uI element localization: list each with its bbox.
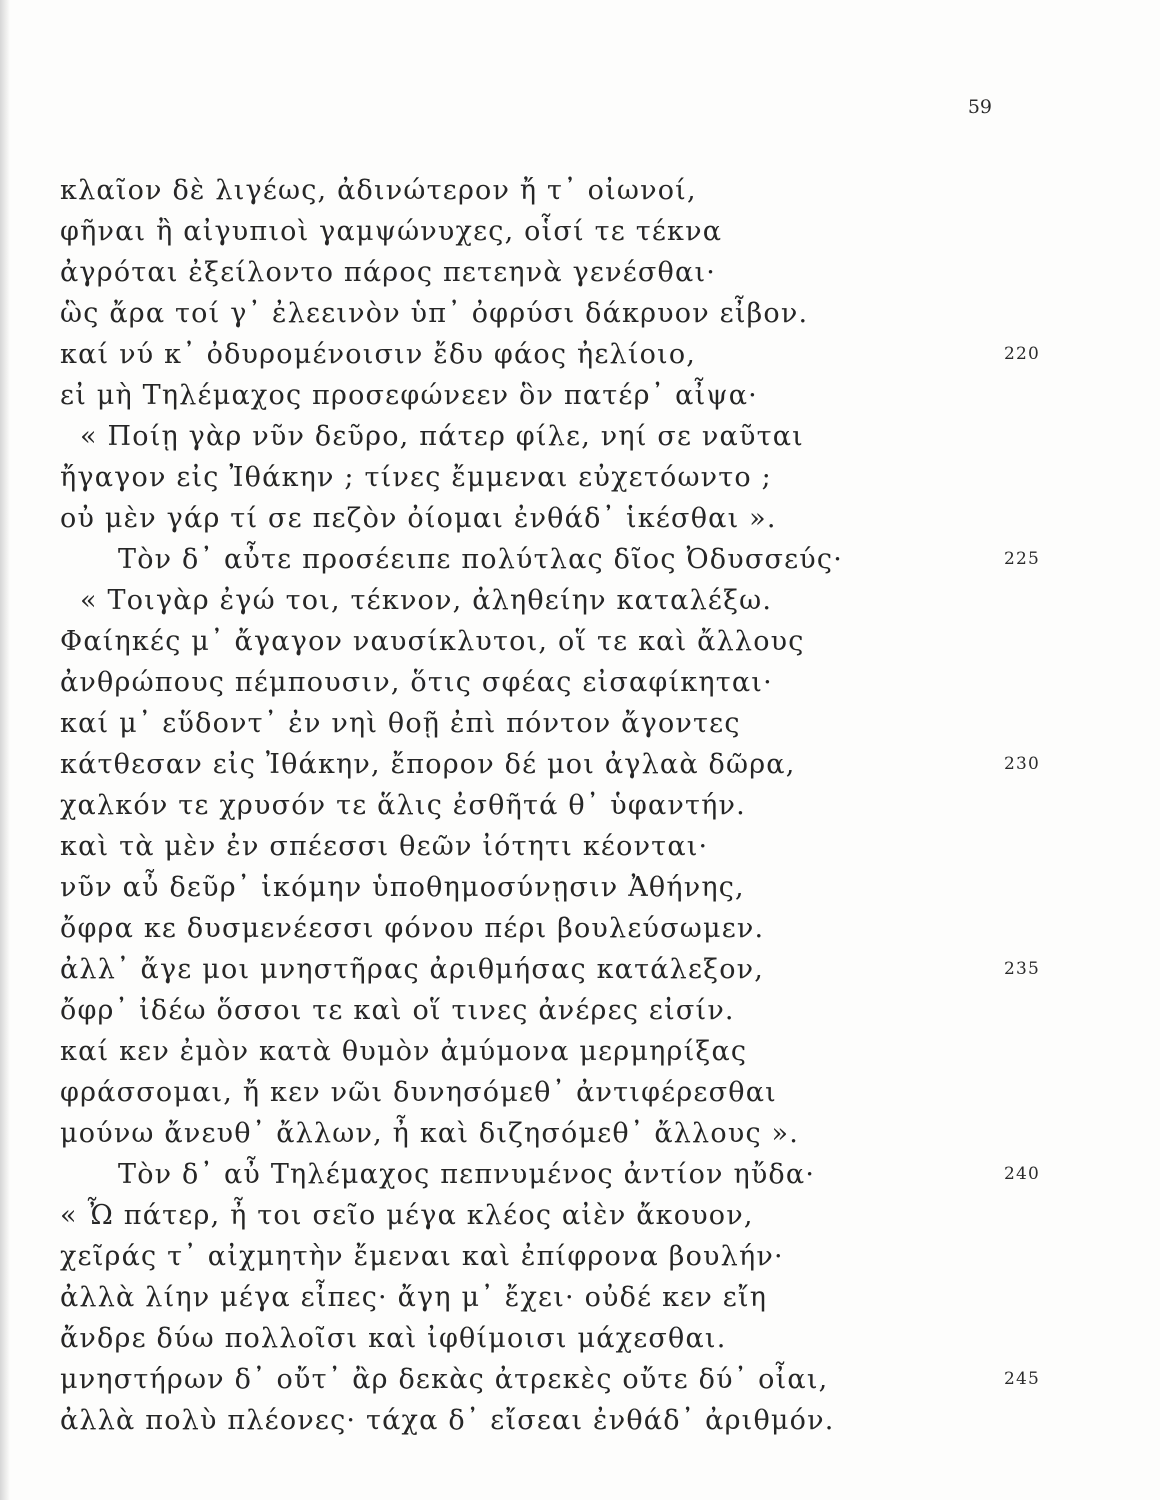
verse-line (60, 990, 940, 1031)
verse-line (60, 498, 940, 539)
verse-line (60, 1277, 940, 1318)
verse-line (60, 1113, 940, 1154)
verse-text: Φαίηκές μ᾽ ἄγαγον ναυσίκλυτοι, οἵ τε καὶ ἄλλους (60, 626, 805, 657)
verse-text: ἀλλὰ λίην μέγα εἶπες· ἄγη μ᾽ ἔχει· οὐδέ κεν εἴη (60, 1282, 768, 1313)
verse-line (60, 1154, 1041, 1195)
verse-text: κάτθεσαν εἰς Ἰθάκην, ἔπορον δέ μοι ἀγλαὰ δῶρα, (60, 749, 796, 780)
line-number: 235 (1004, 959, 1041, 979)
verse-text: ἄνδρε δύω πολλοῖσι καὶ ἰφθίμοισι μάχεσθαι. (60, 1323, 727, 1354)
verse-text: ἀλλ᾽ ἄγε μοι μνηστῆρας ἀριθμήσας κατάλεξον, (60, 954, 765, 985)
page-number: 59 (967, 96, 992, 118)
verse-line (60, 703, 940, 744)
verse-text: καὶ τὰ μὲν ἐν σπέεσσι θεῶν ἰότητι κέονται· (60, 831, 709, 862)
verse-line (60, 293, 940, 334)
verse-line (60, 252, 940, 293)
verse-line (60, 908, 940, 949)
verse-line (60, 867, 940, 908)
verse-text: ἀνθρώπους πέμπουσιν, ὅτις σφέας εἰσαφίκηται· (60, 667, 773, 698)
verse-line (60, 1318, 940, 1359)
verse-text: καί νύ κ᾽ ὀδυρομένοισιν ἔδυ φάος ἠελίοιο, (60, 339, 697, 370)
verse-text: φῆναι ἢ αἰγυπιοὶ γαμψώνυχες, οἷσί τε τέκνα (60, 216, 723, 247)
verse-line (60, 662, 940, 703)
verse-line (60, 621, 940, 662)
verse-text: εἰ μὴ Τηλέμαχος προσεφώνεεν ὃν πατέρ᾽ αἶψα· (60, 380, 758, 411)
verse-text: μούνω ἄνευθ᾽ ἄλλων, ἦ καὶ διζησόμεθ᾽ ἄλλους ». (60, 1118, 800, 1149)
verse-line (60, 170, 940, 211)
verse-text: μνηστήρων δ᾽ οὔτ᾽ ἂρ δεκὰς ἀτρεκὲς οὔτε δύ᾽ οἶαι, (60, 1364, 829, 1395)
binding-shadow (0, 0, 10, 1500)
verse-text: « Τοιγὰρ ἐγώ τοι, τέκνον, ἀληθείην καταλέξω. (80, 585, 773, 616)
verse-line (60, 1031, 940, 1072)
verse-line (60, 744, 1041, 785)
verse-text: κλαῖον δὲ λιγέως, ἀδινώτερον ἤ τ᾽ οἰωνοί, (60, 175, 697, 206)
verse-text: « Ποίῃ γὰρ νῦν δεῦρο, πάτερ φίλε, νηί σε ναῦται (80, 421, 804, 452)
verse-text: Τὸν δ᾽ αὖτε προσέειπε πολύτλας δῖος Ὀδυσσεύς· (118, 544, 844, 575)
verse-block (60, 170, 1041, 1441)
line-number: 230 (1004, 754, 1041, 774)
verse-text: χαλκόν τε χρυσόν τε ἅλις ἐσθῆτά θ᾽ ὑφαντήν. (60, 790, 746, 821)
verse-text: οὐ μὲν γάρ τί σε πεζὸν ὀίομαι ἐνθάδ᾽ ἱκέσθαι ». (60, 503, 777, 534)
verse-line (60, 1072, 940, 1113)
verse-text: ἤγαγον εἰς Ἰθάκην ; τίνες ἔμμεναι εὐχετόωντο ; (60, 462, 772, 493)
verse-text: καί μ᾽ εὕδοντ᾽ ἐν νηὶ θοῇ ἐπὶ πόντον ἄγοντες (60, 708, 741, 739)
verse-line (60, 375, 940, 416)
line-number: 225 (1004, 549, 1041, 569)
verse-line (60, 785, 940, 826)
verse-line (60, 949, 1041, 990)
verse-line (60, 1359, 1041, 1400)
verse-text: φράσσομαι, ἤ κεν νῶι δυνησόμεθ᾽ ἀντιφέρεσθαι (60, 1077, 777, 1108)
verse-text: νῦν αὖ δεῦρ᾽ ἱκόμην ὑποθημοσύνῃσιν Ἀθήνης, (60, 872, 745, 903)
verse-text: Τὸν δ᾽ αὖ Τηλέμαχος πεπνυμένος ἀντίον ηὔδα· (118, 1159, 816, 1190)
verse-line (60, 1195, 940, 1236)
verse-line (60, 539, 1041, 580)
line-number: 240 (1004, 1164, 1041, 1184)
line-number: 220 (1004, 344, 1041, 364)
verse-line (60, 416, 940, 457)
verse-text: καί κεν ἐμὸν κατὰ θυμὸν ἀμύμονα μερμηρίξας (60, 1036, 748, 1067)
verse-line (60, 580, 940, 621)
verse-text: « Ὦ πάτερ, ἦ τοι σεῖο μέγα κλέος αἰὲν ἄκουον, (60, 1200, 754, 1231)
verse-line (60, 1236, 940, 1277)
verse-line (60, 211, 940, 252)
verse-line (60, 826, 940, 867)
verse-text: ὄφρα κε δυσμενέεσσι φόνου πέρι βουλεύσωμεν. (60, 913, 765, 944)
verse-text: ἀγρόται ἐξείλοντο πάρος πετεηνὰ γενέσθαι· (60, 257, 717, 288)
verse-line (60, 457, 940, 498)
verse-text: χεῖράς τ᾽ αἰχμητὴν ἔμεναι καὶ ἐπίφρονα βουλήν· (60, 1241, 784, 1272)
verse-text: ἀλλὰ πολὺ πλέονες· τάχα δ᾽ εἴσεαι ἐνθάδ᾽ ἀριθμόν. (60, 1405, 835, 1436)
verse-text: ὄφρ᾽ ἰδέω ὅσσοι τε καὶ οἵ τινες ἀνέρες εἰσίν. (60, 995, 735, 1026)
verse-line (60, 334, 1041, 375)
line-number: 245 (1004, 1369, 1041, 1389)
verse-line (60, 1400, 940, 1441)
verse-text: ὣς ἄρα τοί γ᾽ ἐλεεινὸν ὑπ᾽ ὀφρύσι δάκρυον εἶβον. (60, 298, 809, 329)
